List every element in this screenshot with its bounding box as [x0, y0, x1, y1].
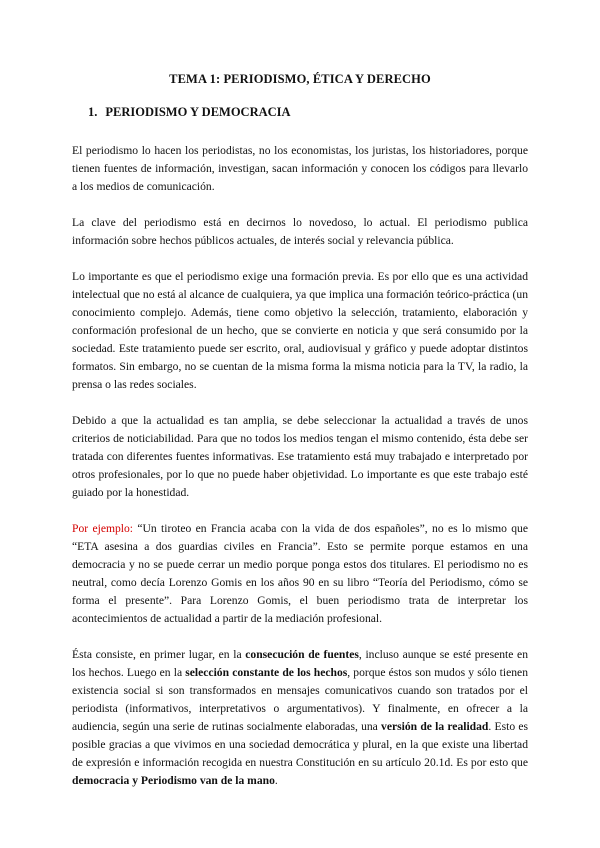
section-number: 1.: [88, 105, 98, 119]
paragraph-3: Lo importante es que el periodismo exige una formación previa. Es por ello que es una actividad intelectual que no está al alcance de cualquiera, ya que implica una formación teórico-práctica (un conocimiento complejo. Además, tiene como objetivo la selección, tratamiento, elaboración y conformación profesional de un hecho, que se convierte en noticia y que será consumido por la sociedad. Este tratamiento puede ser escrito, oral, audiovisual y gráfico y puede adoptar distintos formatos. Sin embargo, no se cuentan de la misma forma la misma noticia para la TV, la radio, la prensa o las redes sociales.: [72, 270, 528, 391]
paragraph-5-text: “Un tiroteo en Francia acaba con la vida de dos españoles”, no es lo mismo que “ETA asesina a dos guardias civiles en Francia”. Esto se permite porque estamos en una democracia y no se puede cerrar un medio porque ponga estos dos titulares. El periodismo no es neutral, como decía Lorenzo Gomis en los años 90 en su libro “Teoría del Periodismo, cómo se forma el presente”. Para Lorenzo Gomis, el buen periodismo trata de interpretar los acontecimientos de actualidad a partir de la mediación profesional.: [72, 522, 528, 625]
paragraph-6-text-5: .: [274, 774, 278, 787]
emphasis-seleccion-de-hechos: selección constante de los hechos: [185, 666, 348, 679]
paragraph-6-text-4: . Esto es posible gracias a que vivimos en una sociedad democrática y plural, en la que existe una libertad de expresión e información recogida en nuestra Constitución en su artículo 20.1d. Es por esto que: [72, 720, 528, 769]
paragraph-6-text-3: , porque éstos son mudos y sólo tienen existencia social si son transformados en mensajes comunicativos cuando son tratados por el periodista (informativos, interpretativos o argumentativos). Y finalmente, en ofrecer a la audiencia, según una serie de rutinas socialmente elaboradas, una: [72, 666, 528, 733]
emphasis-version-de-la-realidad: versión de la realidad: [381, 720, 489, 733]
emphasis-consecucion-de-fuentes: consecución de fuentes: [245, 648, 359, 661]
section-heading: [88, 105, 528, 120]
section-title: PERIODISMO Y DEMOCRACIA: [105, 105, 291, 119]
paragraph-6-text-1: Ésta consiste, en primer lugar, en la: [72, 648, 246, 661]
paragraph-6: [72, 646, 528, 790]
paragraph-1: El periodismo lo hacen los periodistas, no los economistas, los juristas, los historiadores, porque tienen fuentes de información, investigan, sacan información y conocen los códigos para llevarlo a los medios de comunicación.: [72, 144, 528, 193]
paragraph-5: [72, 520, 528, 628]
example-label: Por ejemplo:: [72, 522, 134, 535]
paragraph-6-text-2: , incluso aunque se esté presente en los hechos. Luego en la: [72, 648, 528, 679]
page-title: TEMA 1: PERIODISMO, ÉTICA Y DERECHO: [169, 72, 431, 86]
paragraph-4: Debido a que la actualidad es tan amplia, se debe seleccionar la actualidad a través de unos criterios de noticiabilidad. Para que no todos los medios tengan el mismo contenido, ésta debe ser tratada con diferentes fuentes informativas. Ese tratamiento está muy trabajado e interpretado por otros profesionales, por lo que no puede haber objetividad. Lo importante es que este trabajo esté guiado por la honestidad.: [72, 414, 528, 499]
paragraph-2: La clave del periodismo está en decirnos lo novedoso, lo actual. El periodismo publica información sobre hechos públicos actuales, de interés social y relevancia pública.: [72, 216, 528, 247]
emphasis-democracia-y-periodismo: democracia y Periodismo van de la mano: [72, 774, 275, 787]
